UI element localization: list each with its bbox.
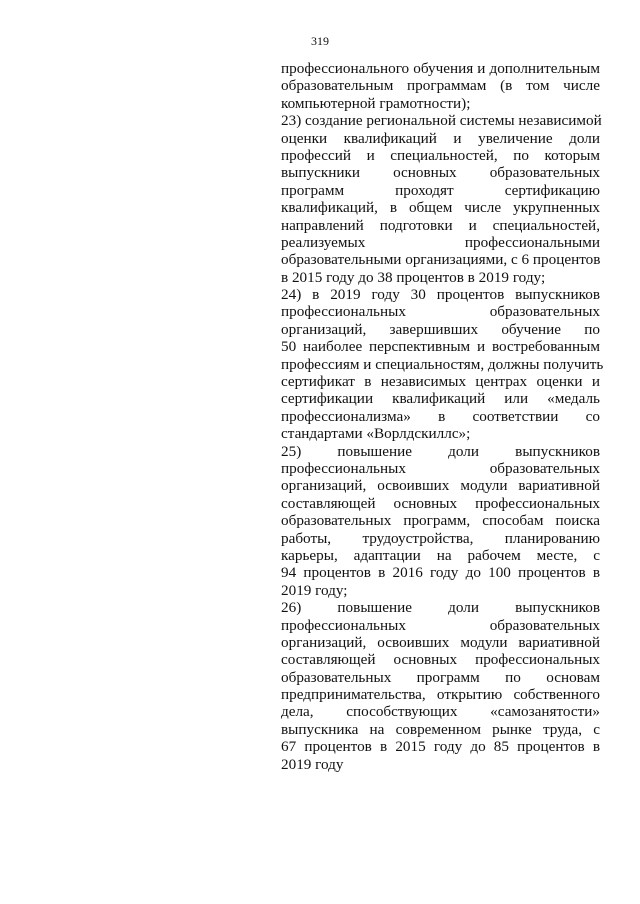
text-line: работы, трудоустройства, планированию bbox=[281, 529, 600, 547]
text-line: профессионального обучения и дополнительным bbox=[281, 60, 600, 77]
text-line: профессионализма» в соответствии со bbox=[281, 407, 600, 425]
text-line: сертификат в независимых центрах оценки и bbox=[281, 373, 600, 391]
text-line: компьютерной грамотности); bbox=[281, 94, 471, 112]
text-line: предпринимательства, открытию собственного bbox=[281, 686, 600, 704]
text-line: квалификаций, в общем числе укрупненных bbox=[281, 199, 600, 217]
text-line: организаций, освоивших модули вариативной bbox=[281, 633, 600, 651]
text-line: программ проходят сертификацию bbox=[281, 181, 600, 199]
text-line: образовательных программ по основам bbox=[281, 668, 600, 686]
text-line: выпускника на современном рынке труда, с bbox=[281, 720, 600, 738]
text-line: дела, способствующих «самозанятости» bbox=[281, 703, 600, 721]
text-line: составляющей основных профессиональных bbox=[281, 651, 600, 669]
text-line: 67 процентов в 2015 году до 85 процентов в bbox=[281, 738, 600, 756]
text-line: 2019 году; bbox=[281, 581, 348, 599]
page-number: 319 bbox=[311, 34, 329, 48]
text-line: организаций, завершивших обучение по bbox=[281, 320, 600, 338]
text-line: профессиональных образовательных bbox=[281, 459, 600, 477]
text-line: профессиям и специальностям, должны получить bbox=[281, 355, 604, 373]
text-line: 24) в 2019 году 30 процентов выпускников bbox=[281, 286, 600, 304]
text-line: 26) повышение доли выпускников bbox=[281, 599, 600, 617]
text-line: профессий и специальностей, по которым bbox=[281, 146, 600, 164]
text-line: в 2015 году до 38 процентов в 2019 году; bbox=[281, 268, 546, 286]
text-line: профессиональных образовательных bbox=[281, 616, 600, 634]
text-line: стандартами «Ворлдскиллс»; bbox=[281, 425, 471, 443]
text-line: выпускники основных образовательных bbox=[281, 164, 600, 182]
text-line: образовательным программам (в том числе bbox=[281, 77, 600, 95]
text-line: оценки квалификаций и увеличение доли bbox=[281, 129, 600, 147]
text-line: реализуемых профессиональными bbox=[281, 233, 600, 251]
text-line: образовательных программ, способам поиска bbox=[281, 512, 600, 530]
text-line: 25) повышение доли выпускников bbox=[281, 442, 600, 460]
text-line: профессиональных образовательных bbox=[281, 303, 600, 321]
text-line: составляющей основных профессиональных bbox=[281, 494, 600, 512]
text-line: организаций, освоивших модули вариативной bbox=[281, 477, 600, 495]
text-line: 23) создание региональной системы независимой bbox=[281, 112, 602, 130]
text-line: 2019 году bbox=[281, 755, 344, 773]
text-line: 94 процентов в 2016 году до 100 процентов в bbox=[281, 564, 600, 582]
text-line: направлений подготовки и специальностей, bbox=[281, 216, 600, 234]
text-column bbox=[281, 60, 604, 773]
text-line: карьеры, адаптации на рабочем месте, с bbox=[281, 546, 600, 564]
text-line: сертификации квалификаций или «медаль bbox=[281, 390, 600, 408]
text-line: образовательными организациями, с 6 процентов bbox=[281, 251, 601, 269]
text-line: 50 наиболее перспективным и востребованным bbox=[281, 338, 600, 356]
